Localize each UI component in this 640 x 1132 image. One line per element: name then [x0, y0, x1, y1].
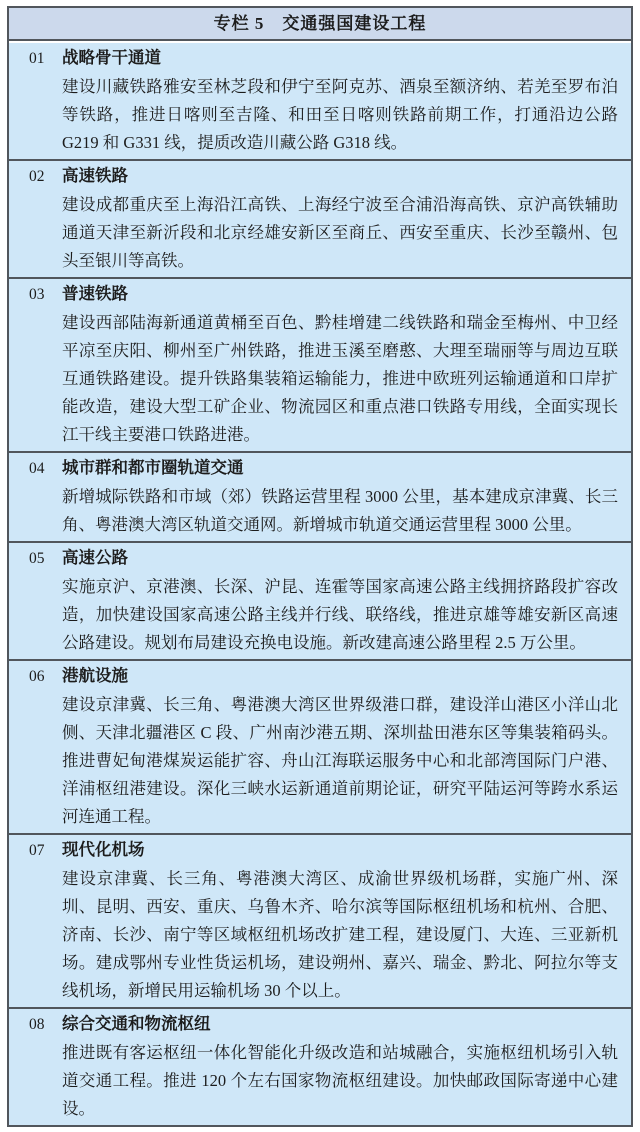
section-head — [9, 454, 631, 483]
section-heading: 现代化机场 — [62, 840, 145, 859]
section-row-01 — [9, 43, 631, 159]
section-row-07 — [9, 835, 631, 1007]
section-number: 06 — [29, 668, 45, 685]
section-heading: 城市群和都市圈轨道交通 — [62, 458, 244, 477]
section-row-02 — [9, 161, 631, 277]
section-heading: 高速铁路 — [62, 166, 128, 185]
section-row-05 — [9, 543, 631, 659]
section-number: 01 — [29, 50, 45, 67]
section-text: 推进既有客运枢纽一体化智能化升级改造和站城融合，实施枢纽机场引入轨道交通工程。推进 120 个左右国家物流枢纽建设。加快邮政国际寄递中心建设。 — [62, 1043, 618, 1118]
section-heading: 综合交通和物流枢纽 — [62, 1014, 211, 1033]
panel-header — [9, 8, 631, 41]
column-box-panel — [7, 6, 633, 1127]
section-text: 实施京沪、京港澳、长深、沪昆、连霍等国家高速公路主线拥挤路段扩容改造，加快建设国家高速公路主线并行线、联络线，推进京雄等雄安新区高速公路建设。规划布局建设充换电设施。新改建高速公路里程 2.5 万公里。 — [62, 577, 618, 652]
section-number: 07 — [29, 842, 45, 859]
section-text: 建设西部陆海新通道黄桶至百色、黔桂增建二线铁路和瑞金至梅州、中卫经平凉至庆阳、柳州至广州铁路，推进玉溪至磨憨、大理至瑞丽等与周边互联互通铁路建设。提升铁路集装箱运输能力，推进中欧班列运输通道和口岸扩能改造，建设大型工矿企业、物流园区和重点港口铁路专用线，全面实现长江干线主要港口铁路进港。 — [62, 313, 618, 444]
section-head — [9, 662, 631, 691]
section-head — [9, 836, 631, 865]
section-row-03 — [9, 279, 631, 451]
section-number: 03 — [29, 286, 45, 303]
section-row-08 — [9, 1009, 631, 1125]
section-head — [9, 44, 631, 73]
section-heading: 高速公路 — [62, 548, 128, 567]
section-number: 04 — [29, 460, 45, 477]
section-number: 08 — [29, 1016, 45, 1033]
section-head — [9, 280, 631, 309]
section-heading: 港航设施 — [62, 666, 128, 685]
section-text: 建设京津冀、长三角、粤港澳大湾区、成渝世界级机场群，实施广州、深圳、昆明、西安、重庆、乌鲁木齐、哈尔滨等国际枢纽机场和杭州、合肥、济南、长沙、南宁等区域枢纽机场改扩建工程，建设厦门、大连、三亚新机场。建成鄂州专业性货运机场，建设朔州、嘉兴、瑞金、黔北、阿拉尔等支线机场，新增民用运输机场 30 个以上。 — [62, 869, 618, 1000]
section-head — [9, 162, 631, 191]
section-heading: 战略骨干通道 — [62, 48, 161, 67]
section-head — [9, 1010, 631, 1039]
section-text: 建设川藏铁路雅安至林芝段和伊宁至阿克苏、酒泉至额济纳、若羌至罗布泊等铁路，推进日喀则至吉隆、和田至日喀则铁路前期工作，打通沿边公路 G219 和 G331 线，提质改造川藏公路 G318 线。 — [62, 77, 618, 152]
section-heading: 普速铁路 — [62, 284, 128, 303]
section-number: 05 — [29, 550, 45, 567]
section-text: 建设京津冀、长三角、粤港澳大湾区世界级港口群，建设洋山港区小洋山北侧、天津北疆港区 C 段、广州南沙港五期、深圳盐田港东区等集装箱码头。推进曹妃甸港煤炭运能扩容、舟山江海联运服务中心和北部湾国际门户港、洋浦枢纽港建设。深化三峡水运新通道前期论证，研究平陆运河等跨水系运河连通工程。 — [62, 695, 618, 826]
section-row-06 — [9, 661, 631, 833]
section-text: 建设成都重庆至上海沿江高铁、上海经宁波至合浦沿海高铁、京沪高铁辅助通道天津至新沂段和北京经雄安新区至商丘、西安至重庆、长沙至赣州、包头至银川等高铁。 — [62, 195, 618, 270]
panel-body — [9, 43, 631, 1125]
panel-title: 专栏 5 交通强国建设工程 — [213, 14, 427, 33]
section-head — [9, 544, 631, 573]
section-text: 新增城际铁路和市域（郊）铁路运营里程 3000 公里，基本建成京津冀、长三角、粤港澳大湾区轨道交通网。新增城市轨道交通运营里程 3000 公里。 — [62, 487, 618, 534]
section-number: 02 — [29, 168, 45, 185]
section-row-04 — [9, 453, 631, 541]
